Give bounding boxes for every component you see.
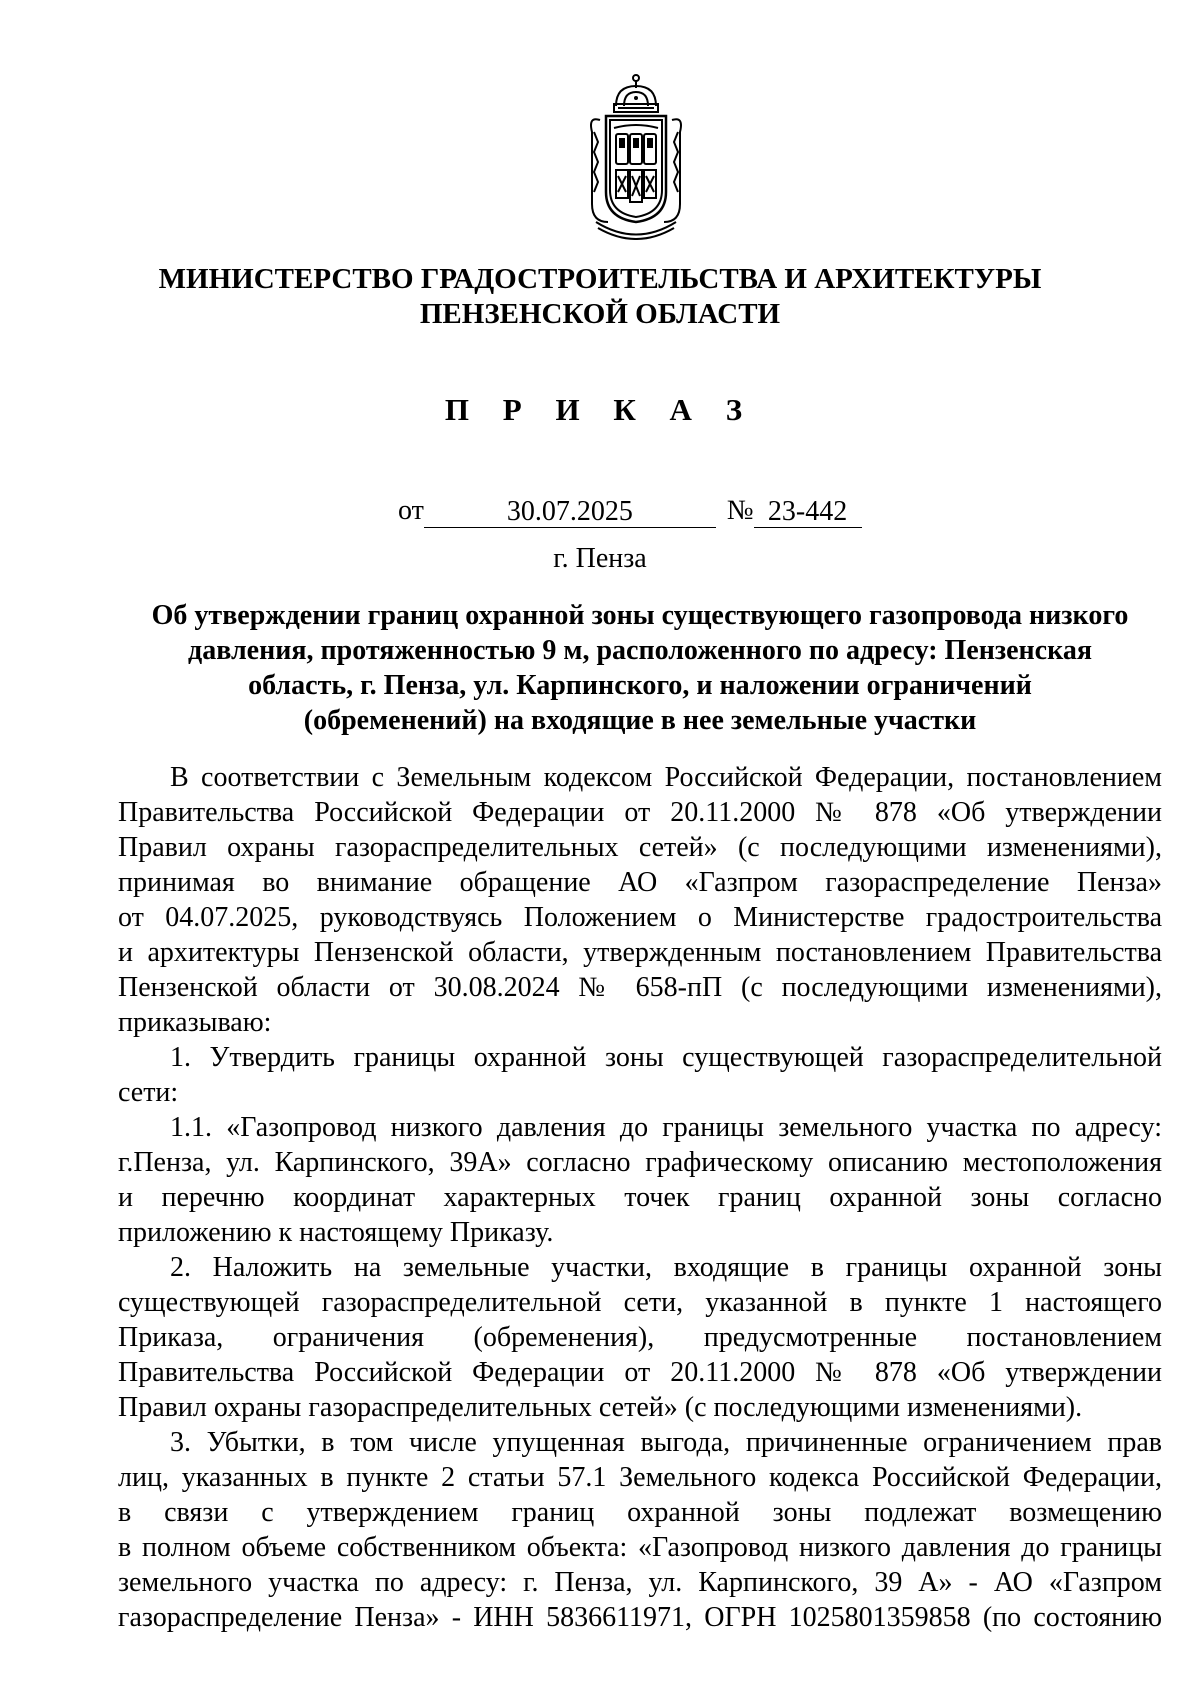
document-type-title: П Р И К А З	[444, 392, 756, 427]
text-line: приложению к настоящему Приказу.	[118, 1217, 554, 1248]
text-line: земельного участка по адресу: г. Пенза, ул. Карпинского, 39 А» - АО «Газпром	[118, 1567, 1162, 1598]
ministry-name	[0, 262, 1200, 332]
order-date: 30.07.2025	[424, 495, 716, 528]
text-line: сети:	[118, 1077, 179, 1108]
text-line: приказываю:	[118, 1007, 272, 1038]
text-line: лиц, указанных в пункте 2 статьи 57.1 Земельного кодекса Российской Федерации,	[118, 1462, 1162, 1493]
text-line: г.Пенза, ул. Карпинского, 39А» согласно графическому описанию местоположения	[118, 1147, 1162, 1178]
text-line: Правил охраны газораспределительных сетей» (с последующими изменениями),	[118, 832, 1162, 863]
ministry-line-2: ПЕНЗЕНСКОЙ ОБЛАСТИ	[419, 298, 781, 330]
city-name: г. Пенза	[553, 543, 647, 574]
text-line: Пензенской области от 30.08.2024 № 658-пП (с последующими изменениями),	[118, 972, 1162, 1003]
order-number: 23-442	[754, 495, 862, 528]
text-line: от 04.07.2025, руководствуясь Положением о Министерстве градостроительства	[118, 902, 1162, 933]
ministry-line-1: МИНИСТЕРСТВО ГРАДОСТРОИТЕЛЬСТВА И АРХИТЕКТУРЫ	[158, 263, 1042, 295]
text-line: в связи с утверждением границ охранной зоны подлежат возмещению	[118, 1497, 1162, 1528]
text-line: 1.1. «Газопровод низкого давления до границы земельного участка по адресу:	[170, 1112, 1162, 1143]
paragraph-preamble	[118, 760, 1162, 1040]
text-line: Правительства Российской Федерации от 20.11.2000 № 878 «Об утверждении	[118, 797, 1162, 828]
text-line: в полном объеме собственником объекта: «Газопровод низкого давления до границы	[118, 1532, 1162, 1563]
text-line: существующей газораспределительной сети, указанной в пункте 1 настоящего	[118, 1287, 1162, 1318]
document-subject	[118, 598, 1162, 738]
text-line: и архитектуры Пензенской области, утвержденным постановлением Правительства	[118, 937, 1162, 968]
subject-line-1: Об утверждении границ охранной зоны существующего газопровода низкого	[151, 600, 1129, 631]
subject-line-2: давления, протяженностью 9 м, расположенного по адресу: Пензенская	[188, 635, 1092, 666]
document-body	[118, 760, 1162, 1635]
date-prefix: от	[398, 495, 424, 526]
text-line: 1. Утвердить границы охранной зоны существующей газораспределительной	[170, 1042, 1162, 1073]
date-number-line	[398, 494, 862, 528]
text-line: газораспределение Пенза» - ИНН 5836611971, ОГРН 1025801359858 (по состоянию	[118, 1602, 1162, 1633]
paragraph-item-1	[118, 1040, 1162, 1110]
text-line: Правил охраны газораспределительных сетей» (с последующими изменениями).	[118, 1392, 1083, 1423]
paragraph-item-3	[118, 1425, 1162, 1635]
coat-of-arms-icon	[578, 72, 694, 240]
text-line: Правительства Российской Федерации от 20.11.2000 № 878 «Об утверждении	[118, 1357, 1162, 1388]
paragraph-item-2	[118, 1250, 1162, 1425]
paragraph-item-1-1	[118, 1110, 1162, 1250]
text-line: 3. Убытки, в том числе упущенная выгода, причиненные ограничением прав	[170, 1427, 1162, 1458]
subject-line-3: область, г. Пенза, ул. Карпинского, и наложении ограничений	[248, 670, 1032, 701]
number-prefix: №	[726, 495, 754, 526]
text-line: и перечню координат характерных точек границ охранной зоны согласно	[118, 1182, 1162, 1213]
text-line: принимая во внимание обращение АО «Газпром газораспределение Пенза»	[118, 867, 1162, 898]
subject-line-4: (обременений) на входящие в нее земельные участки	[303, 705, 977, 736]
text-line: Приказа, ограничения (обременения), предусмотренные постановлением	[118, 1322, 1162, 1353]
text-line: 2. Наложить на земельные участки, входящие в границы охранной зоны	[170, 1252, 1162, 1283]
text-line: В соответствии с Земельным кодексом Российской Федерации, постановлением	[170, 762, 1162, 793]
